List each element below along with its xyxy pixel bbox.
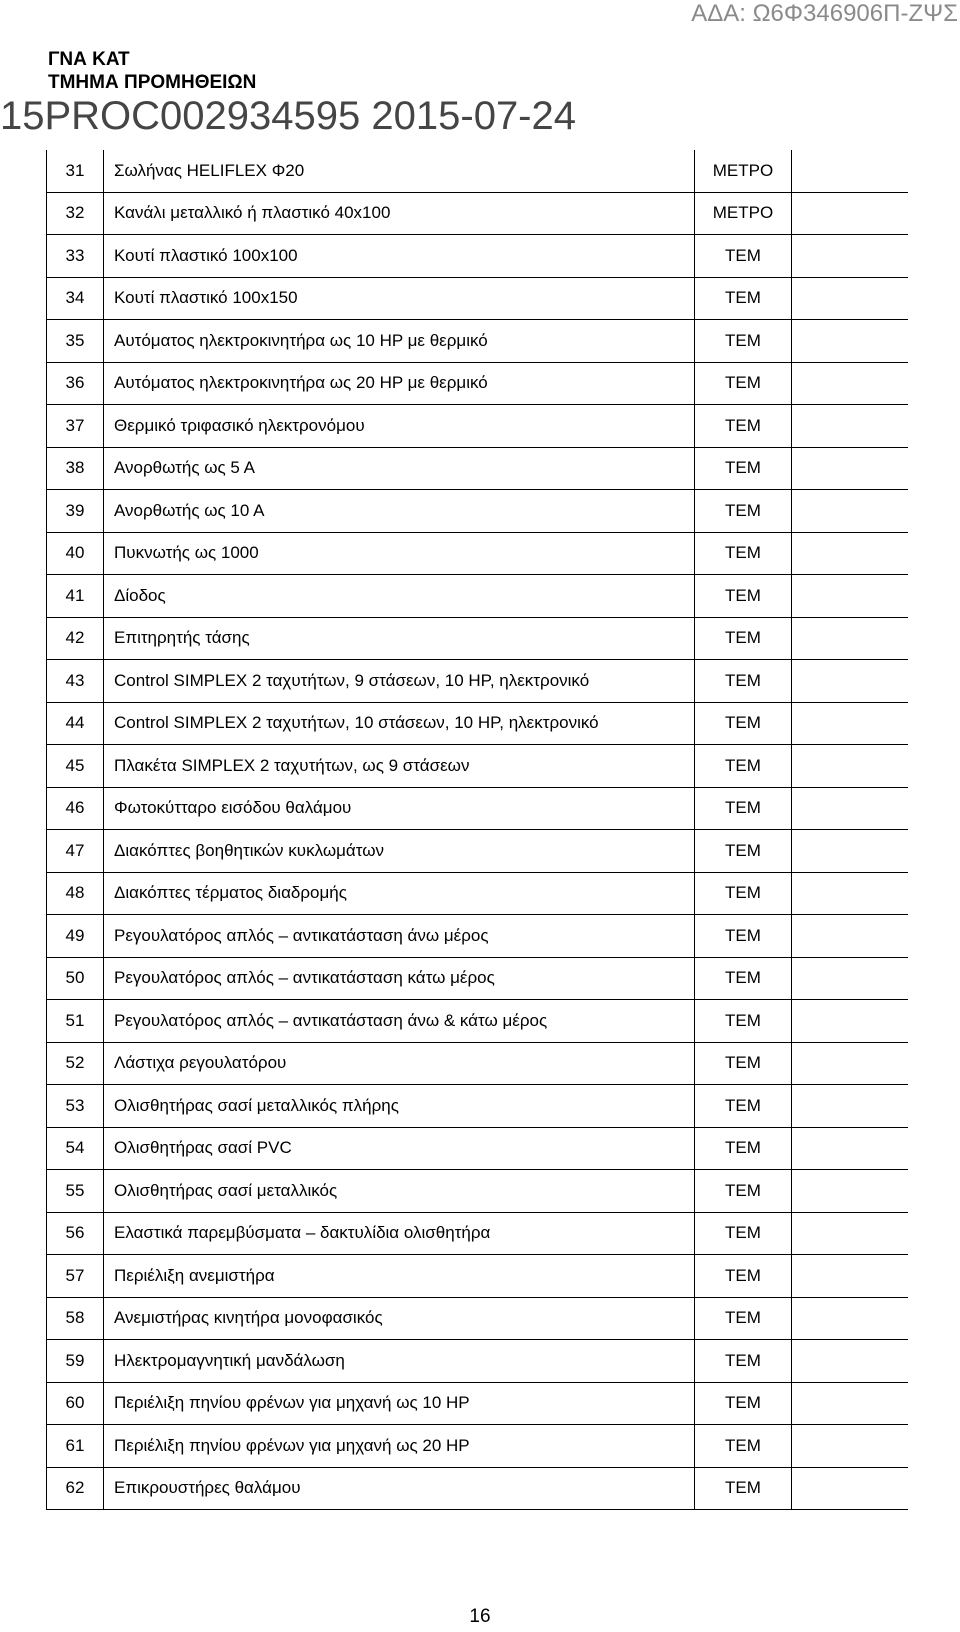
item-number: 44 xyxy=(47,702,104,745)
item-unit: ΤΕΜ xyxy=(695,1382,792,1425)
table-row xyxy=(47,957,909,1000)
item-number: 31 xyxy=(47,150,104,192)
item-unit: ΤΕΜ xyxy=(695,1212,792,1255)
item-empty-cell xyxy=(792,447,909,490)
item-description: Επιτηρητής τάσης xyxy=(104,617,695,660)
item-description: Δίοδος xyxy=(104,575,695,618)
table-row xyxy=(47,1127,909,1170)
item-empty-cell xyxy=(792,1297,909,1340)
item-description: Περιέλιξη ανεμιστήρα xyxy=(104,1255,695,1298)
ada-code: ΑΔΑ: Ω6Φ346906Π-ΖΨΣ xyxy=(691,0,958,27)
item-empty-cell xyxy=(792,1127,909,1170)
item-empty-cell xyxy=(792,1085,909,1128)
item-unit: ΤΕΜ xyxy=(695,490,792,533)
item-unit: ΤΕΜ xyxy=(695,872,792,915)
item-number: 49 xyxy=(47,915,104,958)
item-unit: ΤΕΜ xyxy=(695,405,792,448)
item-unit: ΤΕΜ xyxy=(695,957,792,1000)
item-number: 52 xyxy=(47,1042,104,1085)
item-unit: ΤΕΜ xyxy=(695,1085,792,1128)
item-unit: ΤΕΜ xyxy=(695,447,792,490)
table-row xyxy=(47,575,909,618)
items-table xyxy=(46,150,908,1510)
item-empty-cell xyxy=(792,915,909,958)
item-number: 37 xyxy=(47,405,104,448)
item-unit: ΤΕΜ xyxy=(695,277,792,320)
item-empty-cell xyxy=(792,1042,909,1085)
item-unit: ΤΕΜ xyxy=(695,575,792,618)
item-empty-cell xyxy=(792,1382,909,1425)
item-description: Control SIMPLEX 2 ταχυτήτων, 9 στάσεων, 10 HP, ηλεκτρονικό xyxy=(104,660,695,703)
item-unit: ΤΕΜ xyxy=(695,745,792,788)
item-unit: ΤΕΜ xyxy=(695,702,792,745)
item-description: Επικρουστήρες θαλάμου xyxy=(104,1467,695,1510)
item-empty-cell xyxy=(792,872,909,915)
item-description: Ελαστικά παρεμβύσματα – δακτυλίδια ολισθητήρα xyxy=(104,1212,695,1255)
item-empty-cell xyxy=(792,1255,909,1298)
table-row xyxy=(47,362,909,405)
item-description: Φωτοκύτταρο εισόδου θαλάμου xyxy=(104,787,695,830)
item-empty-cell xyxy=(792,1425,909,1468)
item-unit: ΤΕΜ xyxy=(695,1467,792,1510)
table-row xyxy=(47,1000,909,1043)
procurement-id: 15PROC002934595 2015-07-24 xyxy=(0,94,576,138)
item-unit: ΤΕΜ xyxy=(695,1170,792,1213)
item-description: Ανορθωτής ως 10 Α xyxy=(104,490,695,533)
item-empty-cell xyxy=(792,532,909,575)
item-description: Ολισθητήρας σασί PVC xyxy=(104,1127,695,1170)
table-row xyxy=(47,1382,909,1425)
table-row xyxy=(47,1425,909,1468)
table-row xyxy=(47,1467,909,1510)
item-unit: ΤΕΜ xyxy=(695,1255,792,1298)
item-number: 59 xyxy=(47,1340,104,1383)
item-description: Ρεγουλατόρος απλός – αντικατάσταση άνω & κάτω μέρος xyxy=(104,1000,695,1043)
table-row xyxy=(47,1042,909,1085)
table-row xyxy=(47,915,909,958)
item-description: Πλακέτα SIMPLEX 2 ταχυτήτων, ως 9 στάσεων xyxy=(104,745,695,788)
page-number: 16 xyxy=(469,1606,491,1627)
department-name: ΤΜΗΜΑ ΠΡΟΜΗΘΕΙΩΝ xyxy=(48,72,257,93)
table-row xyxy=(47,1170,909,1213)
table-row xyxy=(47,872,909,915)
item-unit: ΜΕΤΡΟ xyxy=(695,192,792,235)
table-row xyxy=(47,447,909,490)
item-empty-cell xyxy=(792,830,909,873)
item-description: Ηλεκτρομαγνητική μανδάλωση xyxy=(104,1340,695,1383)
item-empty-cell xyxy=(792,490,909,533)
item-unit: ΤΕΜ xyxy=(695,235,792,278)
item-empty-cell xyxy=(792,660,909,703)
item-number: 46 xyxy=(47,787,104,830)
item-description: Ρεγουλατόρος απλός – αντικατάσταση κάτω μέρος xyxy=(104,957,695,1000)
table-row xyxy=(47,235,909,278)
item-description: Control SIMPLEX 2 ταχυτήτων, 10 στάσεων, 10 HP, ηλεκτρονικό xyxy=(104,702,695,745)
item-unit: ΤΕΜ xyxy=(695,915,792,958)
table-row xyxy=(47,830,909,873)
item-empty-cell xyxy=(792,617,909,660)
item-number: 51 xyxy=(47,1000,104,1043)
item-description: Λάστιχα ρεγουλατόρου xyxy=(104,1042,695,1085)
item-description: Διακόπτες βοηθητικών κυκλωμάτων xyxy=(104,830,695,873)
table-row xyxy=(47,150,909,192)
table-row xyxy=(47,660,909,703)
item-number: 53 xyxy=(47,1085,104,1128)
item-description: Διακόπτες τέρματος διαδρομής xyxy=(104,872,695,915)
item-description: Κουτί πλαστικό 100x150 xyxy=(104,277,695,320)
item-unit: ΤΕΜ xyxy=(695,660,792,703)
item-unit: ΜΕΤΡΟ xyxy=(695,150,792,192)
item-number: 61 xyxy=(47,1425,104,1468)
table-row xyxy=(47,745,909,788)
item-empty-cell xyxy=(792,1000,909,1043)
item-description: Κανάλι μεταλλικό ή πλαστικό 40x100 xyxy=(104,192,695,235)
item-empty-cell xyxy=(792,277,909,320)
item-empty-cell xyxy=(792,1340,909,1383)
item-empty-cell xyxy=(792,150,909,192)
item-unit: ΤΕΜ xyxy=(695,532,792,575)
item-description: Περιέλιξη πηνίου φρένων για μηχανή ως 10 HP xyxy=(104,1382,695,1425)
item-unit: ΤΕΜ xyxy=(695,1042,792,1085)
item-empty-cell xyxy=(792,405,909,448)
item-empty-cell xyxy=(792,192,909,235)
item-number: 32 xyxy=(47,192,104,235)
item-empty-cell xyxy=(792,362,909,405)
item-number: 50 xyxy=(47,957,104,1000)
item-empty-cell xyxy=(792,1212,909,1255)
item-number: 55 xyxy=(47,1170,104,1213)
table-row xyxy=(47,320,909,363)
item-empty-cell xyxy=(792,957,909,1000)
item-empty-cell xyxy=(792,1170,909,1213)
item-description: Ανορθωτής ως 5 Α xyxy=(104,447,695,490)
item-number: 47 xyxy=(47,830,104,873)
item-empty-cell xyxy=(792,575,909,618)
item-description: Αυτόματος ηλεκτροκινητήρα ως 20 HP με θερμικό xyxy=(104,362,695,405)
item-description: Πυκνωτής ως 1000 xyxy=(104,532,695,575)
item-number: 54 xyxy=(47,1127,104,1170)
table-row xyxy=(47,702,909,745)
item-unit: ΤΕΜ xyxy=(695,320,792,363)
item-number: 40 xyxy=(47,532,104,575)
item-unit: ΤΕΜ xyxy=(695,1000,792,1043)
item-description: Ρεγουλατόρος απλός – αντικατάσταση άνω μέρος xyxy=(104,915,695,958)
table-row xyxy=(47,277,909,320)
table-row xyxy=(47,490,909,533)
item-number: 42 xyxy=(47,617,104,660)
item-description: Ολισθητήρας σασί μεταλλικός xyxy=(104,1170,695,1213)
item-unit: ΤΕΜ xyxy=(695,1297,792,1340)
organization-name: ΓΝΑ ΚΑΤ xyxy=(48,49,130,70)
item-description: Ολισθητήρας σασί μεταλλικός πλήρης xyxy=(104,1085,695,1128)
item-description: Περιέλιξη πηνίου φρένων για μηχανή ως 20 HP xyxy=(104,1425,695,1468)
table-row xyxy=(47,617,909,660)
table-row xyxy=(47,192,909,235)
item-number: 34 xyxy=(47,277,104,320)
item-unit: ΤΕΜ xyxy=(695,787,792,830)
table-row xyxy=(47,1297,909,1340)
item-empty-cell xyxy=(792,745,909,788)
item-number: 43 xyxy=(47,660,104,703)
item-number: 58 xyxy=(47,1297,104,1340)
item-number: 56 xyxy=(47,1212,104,1255)
item-unit: ΤΕΜ xyxy=(695,830,792,873)
table-row xyxy=(47,1085,909,1128)
item-number: 62 xyxy=(47,1467,104,1510)
item-unit: ΤΕΜ xyxy=(695,1127,792,1170)
table-row xyxy=(47,532,909,575)
table-row xyxy=(47,787,909,830)
item-empty-cell xyxy=(792,787,909,830)
item-description: Σωλήνας HELIFLEX Φ20 xyxy=(104,150,695,192)
item-unit: ΤΕΜ xyxy=(695,1340,792,1383)
item-number: 41 xyxy=(47,575,104,618)
items-table-body xyxy=(47,150,909,1510)
item-empty-cell xyxy=(792,235,909,278)
item-unit: ΤΕΜ xyxy=(695,362,792,405)
item-description: Θερμικό τριφασικό ηλεκτρονόμου xyxy=(104,405,695,448)
item-description: Ανεμιστήρας κινητήρα μονοφασικός xyxy=(104,1297,695,1340)
item-number: 35 xyxy=(47,320,104,363)
item-number: 38 xyxy=(47,447,104,490)
table-row xyxy=(47,1212,909,1255)
item-empty-cell xyxy=(792,702,909,745)
item-number: 57 xyxy=(47,1255,104,1298)
table-row xyxy=(47,1340,909,1383)
item-description: Κουτί πλαστικό 100x100 xyxy=(104,235,695,278)
item-unit: ΤΕΜ xyxy=(695,1425,792,1468)
item-number: 33 xyxy=(47,235,104,278)
item-description: Αυτόματος ηλεκτροκινητήρα ως 10 HP με θερμικό xyxy=(104,320,695,363)
item-unit: ΤΕΜ xyxy=(695,617,792,660)
item-number: 48 xyxy=(47,872,104,915)
item-empty-cell xyxy=(792,320,909,363)
item-empty-cell xyxy=(792,1467,909,1510)
item-number: 39 xyxy=(47,490,104,533)
item-number: 60 xyxy=(47,1382,104,1425)
item-number: 45 xyxy=(47,745,104,788)
table-row xyxy=(47,405,909,448)
item-number: 36 xyxy=(47,362,104,405)
table-row xyxy=(47,1255,909,1298)
